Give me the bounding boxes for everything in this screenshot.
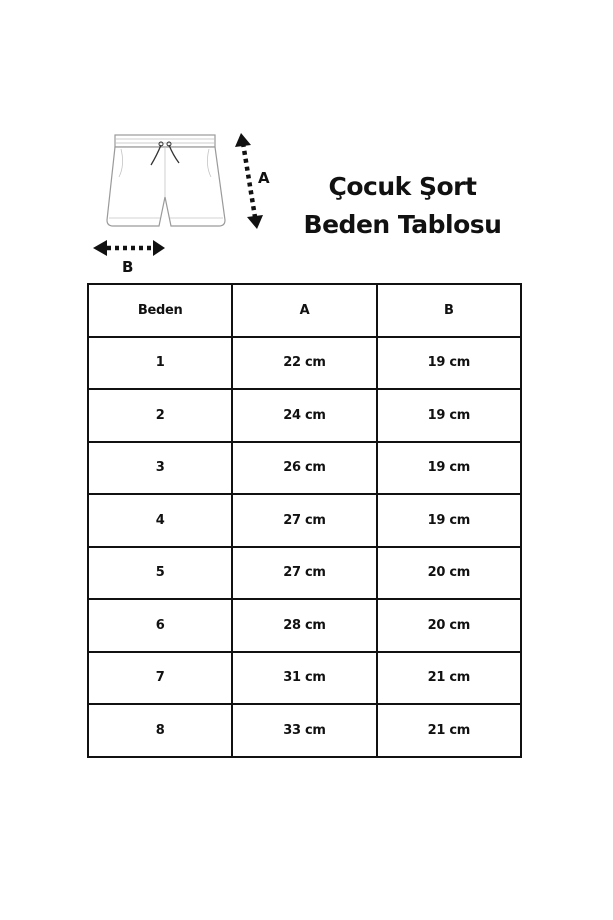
page-title <box>290 168 515 244</box>
table-row <box>88 599 521 652</box>
cell-a: 27 cm <box>232 547 376 600</box>
title-line-1: Çocuk Şort <box>328 172 477 201</box>
table-row <box>88 652 521 705</box>
cell-a: 26 cm <box>232 442 376 495</box>
table-row <box>88 704 521 757</box>
cell-beden: 2 <box>88 389 232 442</box>
header-a: A <box>232 284 376 337</box>
cell-beden: 6 <box>88 599 232 652</box>
cell-a: 27 cm <box>232 494 376 547</box>
size-table <box>87 283 522 758</box>
cell-a: 28 cm <box>232 599 376 652</box>
header-beden: Beden <box>88 284 232 337</box>
table-row <box>88 337 521 390</box>
table-row <box>88 547 521 600</box>
measurement-a-label: A <box>258 169 270 187</box>
table-header-row <box>88 284 521 337</box>
cell-a: 22 cm <box>232 337 376 390</box>
cell-b: 21 cm <box>377 704 521 757</box>
title-line-2: Beden Tablosu <box>303 210 502 239</box>
cell-b: 20 cm <box>377 547 521 600</box>
cell-beden: 5 <box>88 547 232 600</box>
cell-b: 21 cm <box>377 652 521 705</box>
cell-b: 19 cm <box>377 389 521 442</box>
cell-b: 19 cm <box>377 337 521 390</box>
shorts-measurement-diagram <box>85 125 285 275</box>
cell-a: 24 cm <box>232 389 376 442</box>
cell-b: 19 cm <box>377 494 521 547</box>
cell-beden: 4 <box>88 494 232 547</box>
shorts-icon <box>85 125 285 275</box>
header-b: B <box>377 284 521 337</box>
table-row <box>88 442 521 495</box>
table-row <box>88 389 521 442</box>
cell-a: 33 cm <box>232 704 376 757</box>
cell-beden: 1 <box>88 337 232 390</box>
cell-a: 31 cm <box>232 652 376 705</box>
cell-b: 19 cm <box>377 442 521 495</box>
measurement-b-label: B <box>122 258 134 276</box>
cell-b: 20 cm <box>377 599 521 652</box>
cell-beden: 8 <box>88 704 232 757</box>
table-row <box>88 494 521 547</box>
cell-beden: 7 <box>88 652 232 705</box>
cell-beden: 3 <box>88 442 232 495</box>
